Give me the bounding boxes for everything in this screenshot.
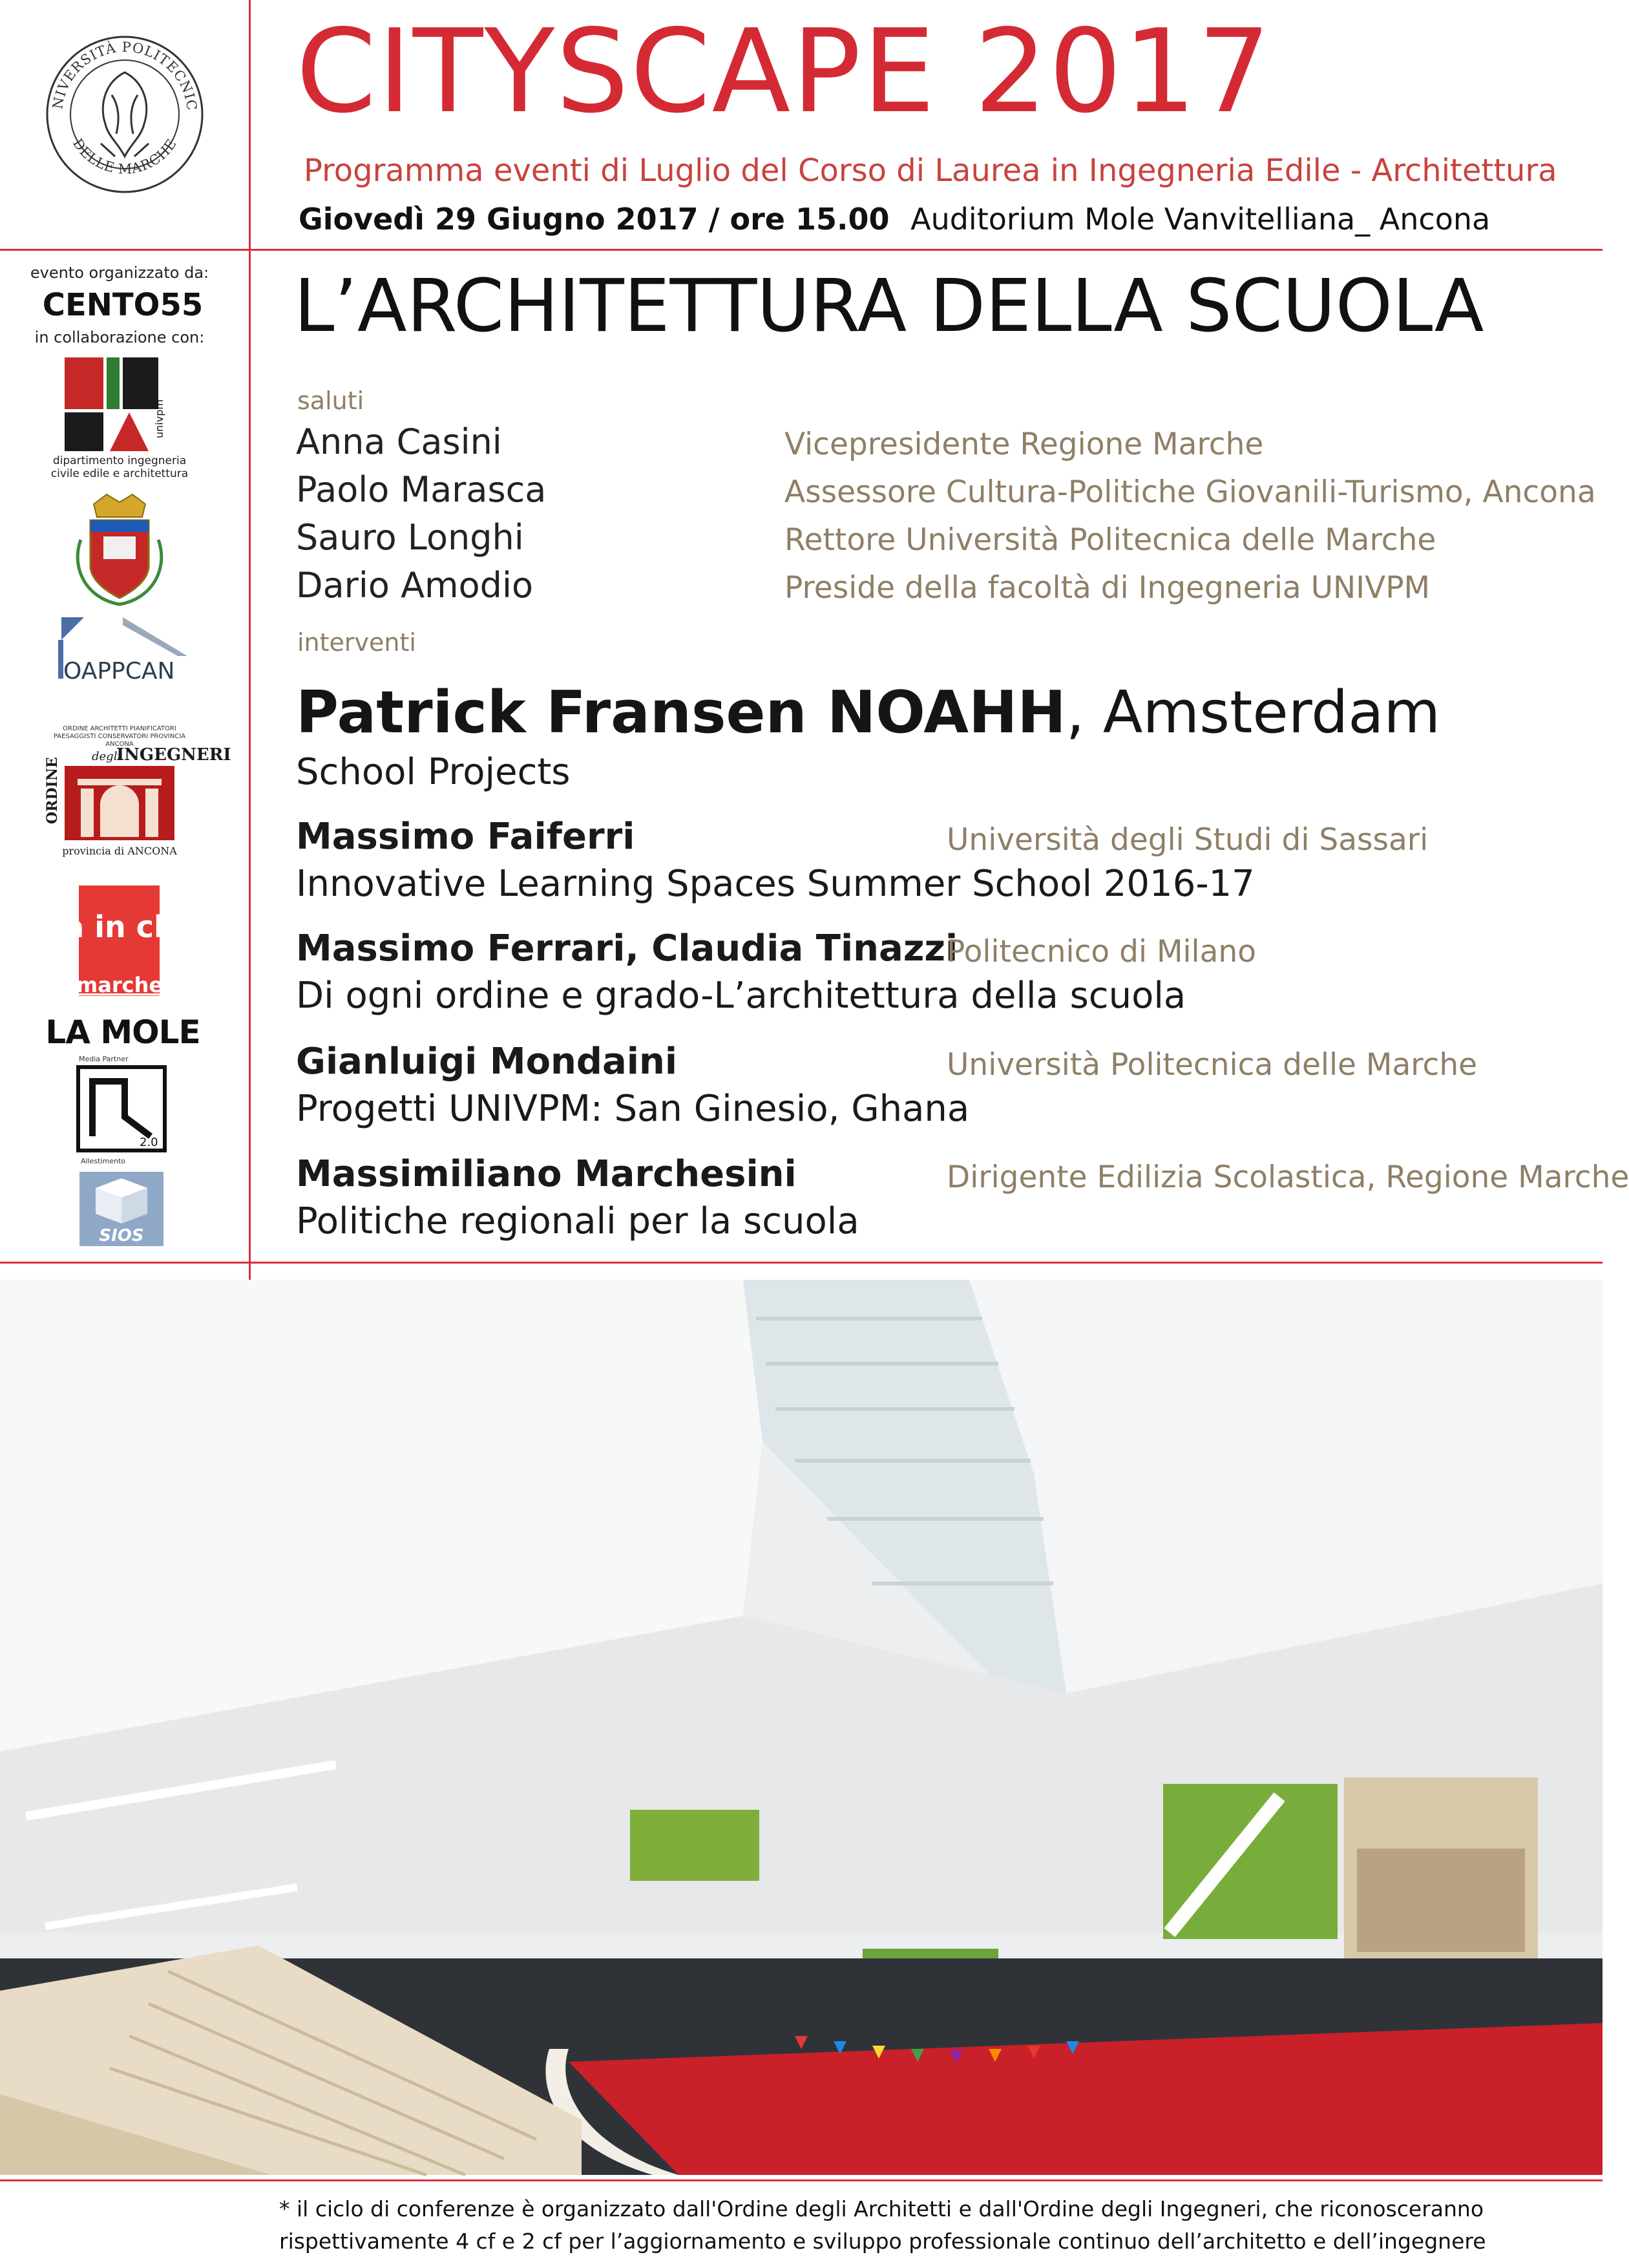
- la-mole-logo: [39, 1010, 207, 1052]
- speaker-talk-2: Di ogni ordine e grado-L’architettura della scuola: [296, 975, 1186, 1017]
- speaker-name-2: Massimo Ferrari, Claudia Tinazzi: [296, 927, 958, 970]
- red-rule-vertical-sidebar: [249, 249, 251, 1280]
- n20-text: 2.0: [140, 1136, 158, 1149]
- ordine-architetti-header: ORDINE ARCHITETTI PIANIFICATORI PAESAGGISTI CONSERVATORI PROVINCIA ANCONA: [53, 725, 186, 748]
- speaker-name-3: Gianluigi Mondaini: [296, 1041, 678, 1083]
- speaker-affiliation-2: Politecnico di Milano: [947, 934, 1256, 970]
- talks-label: interventi: [297, 628, 416, 657]
- greeting-role-3: Rettore Università Politecnica delle Marche: [784, 522, 1436, 558]
- date-venue-line: [299, 202, 1490, 237]
- keynote-name: Patrick Fransen NOAHH: [296, 679, 1066, 747]
- la-mole-icon: [39, 1010, 207, 1052]
- school-interior-photo: [0, 1280, 1603, 2175]
- keynote-city: , Amsterdam: [1066, 679, 1441, 747]
- oappcan-logo-icon: [45, 617, 194, 692]
- footnote-line-2: rispettivamente 4 cf e 2 cf per l’aggiornamento e sviluppo professionale continuo dell’architetto e dell’ingegnere: [279, 2229, 1486, 2254]
- event-subtitle: Programma eventi di Luglio del Corso di Laurea in Ingegneria Edile - Architettura: [304, 153, 1557, 189]
- ancona-coat-of-arms: [45, 488, 194, 611]
- keynote-talk: School Projects: [296, 751, 571, 793]
- event-date-time: Giovedì 29 Giugno 2017 / ore 15.00: [299, 202, 890, 237]
- sios-icon: [76, 1169, 167, 1249]
- media-partner-icon: [76, 1065, 167, 1152]
- speaker-name-4: Massimiliano Marchesini: [296, 1153, 797, 1195]
- seal-ring-bottom-text: DELLE MARCHE: [69, 136, 180, 177]
- ordine-ingegneri-logo: [44, 743, 231, 860]
- greeting-name-1: Anna Casini: [296, 421, 502, 462]
- speaker-affiliation-1: Università degli Studi di Sassari: [947, 822, 1429, 858]
- ingegneri-word: INGEGNERI: [116, 745, 231, 765]
- greetings-label: saluti: [297, 387, 364, 415]
- speaker-talk-4: Politiche regionali per la scuola: [296, 1200, 859, 1242]
- university-seal: [44, 34, 205, 195]
- media-partner-logo: [76, 1065, 167, 1152]
- red-rule-before-photo: [0, 1262, 1603, 1264]
- speaker-talk-1: Innovative Learning Spaces Summer School 2016-17: [296, 863, 1255, 905]
- svg-text:UNIVERSITÀ POLITECNICA: [44, 34, 200, 112]
- keynote-speaker: [296, 679, 1440, 747]
- seal-ring-top-text: NIVERSITÀ POLITECNIC: [50, 39, 200, 112]
- cento55-logo: [36, 284, 210, 323]
- speaker-name-1: Massimo Faiferri: [296, 816, 635, 858]
- page-title: CITYSCAPE 2017: [296, 5, 1272, 138]
- dicea-logo: [45, 354, 194, 483]
- dicea-tag-text: univpm: [153, 399, 165, 438]
- cento55-logo-icon: [36, 284, 210, 323]
- school-atrium-illustration: [0, 1280, 1603, 2175]
- event-venue: Auditorium Mole Vanvitelliana_ Ancona: [910, 202, 1491, 237]
- ainch-marche-icon: [45, 882, 194, 999]
- coat-of-arms-icon: [45, 488, 194, 611]
- greeting-role-4: Preside della facoltà di Ingegneria UNIVPM: [784, 570, 1431, 606]
- oappcan-text: OAPPCAN: [63, 658, 175, 684]
- degli-word: degli: [92, 750, 121, 763]
- ainch-marche-logo: [45, 882, 194, 999]
- media-partner-label: Media Partner: [79, 1055, 129, 1063]
- greeting-name-2: Paolo Marasca: [296, 469, 547, 510]
- ordine-ingegneri-icon: [44, 743, 231, 860]
- cento55-text: CENTO55: [42, 287, 204, 323]
- speaker-affiliation-3: Università Politecnica delle Marche: [947, 1047, 1478, 1083]
- sios-text: SIOS: [99, 1226, 144, 1245]
- la-mole-text: LA MOLE: [45, 1013, 200, 1051]
- greeting-name-4: Dario Amodio: [296, 565, 533, 606]
- allestimento-label: Allestimento: [81, 1157, 126, 1165]
- university-seal-icon: [44, 34, 205, 195]
- red-rule-header-bottom: [0, 249, 1603, 251]
- collaboration-label: in collaborazione con:: [34, 328, 205, 346]
- greeting-name-3: Sauro Longhi: [296, 517, 524, 558]
- speaker-talk-3: Progetti UNIVPM: San Ginesio, Ghana: [296, 1088, 970, 1130]
- red-rule-vertical-header: [249, 0, 251, 249]
- ordine-provincia: provincia di ANCONA: [62, 845, 177, 857]
- lecture-title: L’ARCHITETTURA DELLA SCUOLA: [294, 264, 1484, 348]
- dicea-caption: dipartimento ingegneria civile edile e architettura: [50, 454, 189, 480]
- red-rule-after-photo: [0, 2179, 1603, 2181]
- ainch-text: a in ch: [64, 909, 175, 944]
- sios-logo: [76, 1169, 167, 1249]
- greeting-role-2: Assessore Cultura-Politiche Giovanili-Turismo, Ancona: [784, 474, 1596, 510]
- organized-by-label: evento organizzato da:: [30, 264, 209, 282]
- footnote-line-1: * il ciclo di conferenze è organizzato dall'Ordine degli Architetti e dall'Ordine degli Ingegneri, che riconosceranno: [279, 2196, 1484, 2221]
- marche-text: marche: [76, 973, 163, 997]
- ordine-word: ORDINE: [44, 757, 61, 824]
- speaker-affiliation-4: Dirigente Edilizia Scolastica, Regione Marche: [947, 1160, 1629, 1195]
- oappcan-logo: [45, 617, 194, 692]
- greeting-role-1: Vicepresidente Regione Marche: [784, 427, 1264, 462]
